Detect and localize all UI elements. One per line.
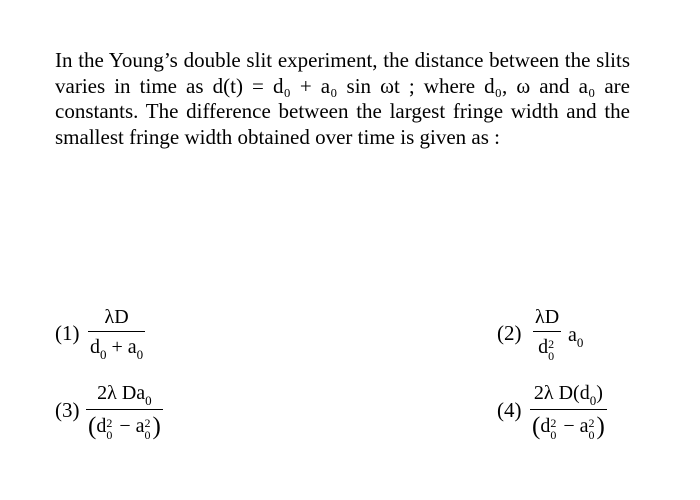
- option-1-label[interactable]: (1): [55, 321, 80, 345]
- option-1-numerator: λD: [104, 306, 129, 328]
- fraction-bar: [88, 331, 145, 332]
- option-4-fraction[interactable]: [530, 382, 607, 442]
- option-4-label[interactable]: (4): [497, 398, 522, 422]
- option-3-fraction[interactable]: [86, 382, 163, 442]
- option-1-fraction[interactable]: [88, 306, 145, 363]
- option-2-trailing: $a_0$: [568, 324, 584, 350]
- question-text: In the Young’s double slit experiment, the distance between the slits varies in time as d(t) = d₀ + a₀ sin ωt ; where d₀, ω and a₀ are constants. The difference between the largest fringe width and the smallest fringe width obtained over time is given as :: [55, 48, 630, 149]
- fraction-bar: [533, 331, 561, 332]
- option-1-denominator: $d_0 + a_0$: [90, 336, 144, 363]
- option-2-denominator: d 2 0: [538, 336, 555, 363]
- option-2-fraction[interactable]: [533, 306, 561, 363]
- option-3-label[interactable]: (3): [55, 398, 80, 422]
- option-2-numerator: λD: [535, 306, 560, 328]
- option-4-denominator: (d 2 0 − a 2 0 ): [532, 413, 605, 442]
- fraction-bar: [86, 409, 163, 410]
- option-4-numerator: 2λ $D(d_0)$: [533, 382, 603, 408]
- option-2-label[interactable]: (2): [497, 321, 522, 345]
- option-3-numerator: 2λ $Da_0$: [97, 382, 152, 408]
- fraction-bar: [530, 409, 607, 410]
- option-3-denominator: (d 2 0 − a 2 0 ): [88, 413, 161, 442]
